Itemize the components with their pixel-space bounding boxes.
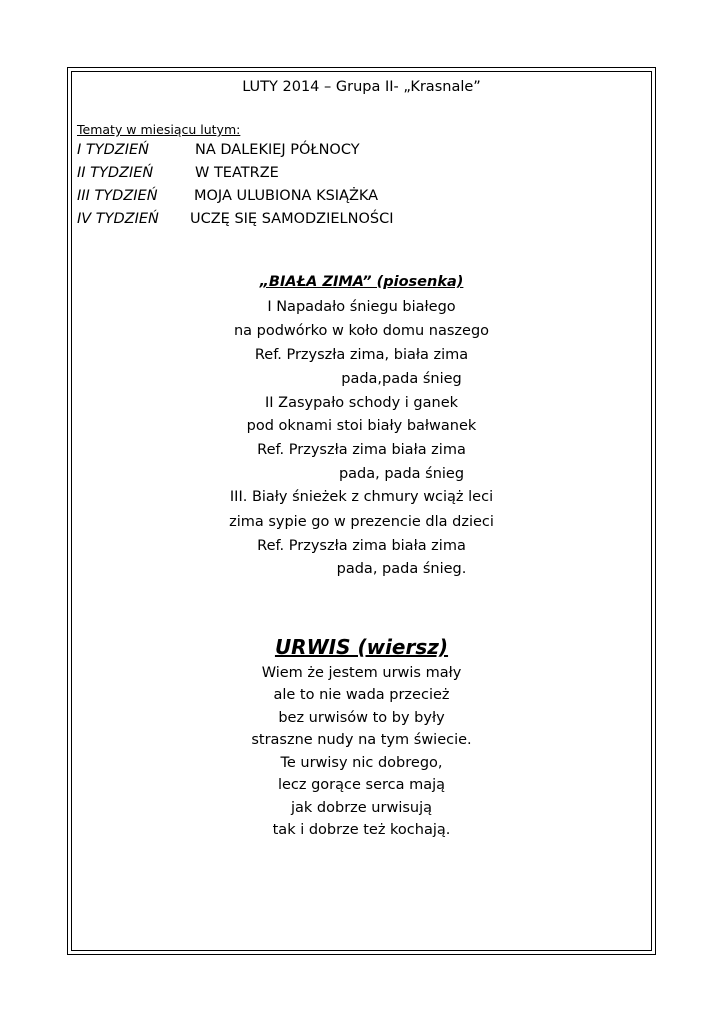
topic-name: W TEATRZE [195,165,279,181]
poem-line: lecz gorące serca mają [277,777,446,793]
song-line: Ref. Przyszła zima biała zima [257,538,466,554]
song-line: Ref. Przyszła zima biała zima [257,442,466,458]
poem-line: Te urwisy nic dobrego, [280,755,443,771]
topic-week-label: III TYDZIEŃ [77,188,158,204]
song-line: pod oknami stoi biały bałwanek [246,418,477,434]
poem-line: Wiem że jestem urwis mały [261,665,462,681]
poem-line: ale to nie wada przecież [273,687,450,703]
song-line: zima sypie go w prezencie dla dzieci [229,514,494,530]
poem-line: tak i dobrze też kochają. [272,822,451,838]
song-line: I Napadało śniegu białego [267,299,456,315]
song-line: pada, pada śnieg. [336,561,467,577]
poem-title: URWIS (wiersz) [274,635,449,659]
topics-heading: Tematy w miesiącu lutym: [77,122,241,137]
poem-line: bez urwisów to by były [278,710,445,726]
song-line: pada,pada śnieg [341,371,462,387]
topic-week-label: I TYDZIEŃ [77,142,149,158]
topic-name: NA DALEKIEJ PÓŁNOCY [195,142,360,158]
song-line: III. Biały śnieżek z chmury wciąż leci [229,489,494,505]
song-line: II Zasypało schody i ganek [264,395,459,411]
topic-row-1 [77,142,360,158]
song-title: „BIAŁA ZIMA” (piosenka) [259,274,464,290]
topic-row-3 [77,188,379,204]
poem-line: straszne nudy na tym świecie. [251,732,472,748]
topic-name: MOJA ULUBIONA KSIĄŻKA [194,188,379,204]
topic-week-label: IV TYDZIEŃ [77,211,159,227]
topic-name: UCZĘ SIĘ SAMODZIELNOŚCI [190,211,394,227]
topic-row-4 [77,211,394,227]
song-line: na podwórko w koło domu naszego [233,323,490,339]
page-title: LUTY 2014 – Grupa II- „Krasnale” [242,79,481,95]
topic-week-label: II TYDZIEŃ [77,165,154,181]
song-line: pada, pada śnieg [338,466,465,482]
poem-line: jak dobrze urwisują [291,800,432,816]
song-line: Ref. Przyszła zima, biała zima [254,347,469,363]
topic-row-2 [77,165,279,181]
